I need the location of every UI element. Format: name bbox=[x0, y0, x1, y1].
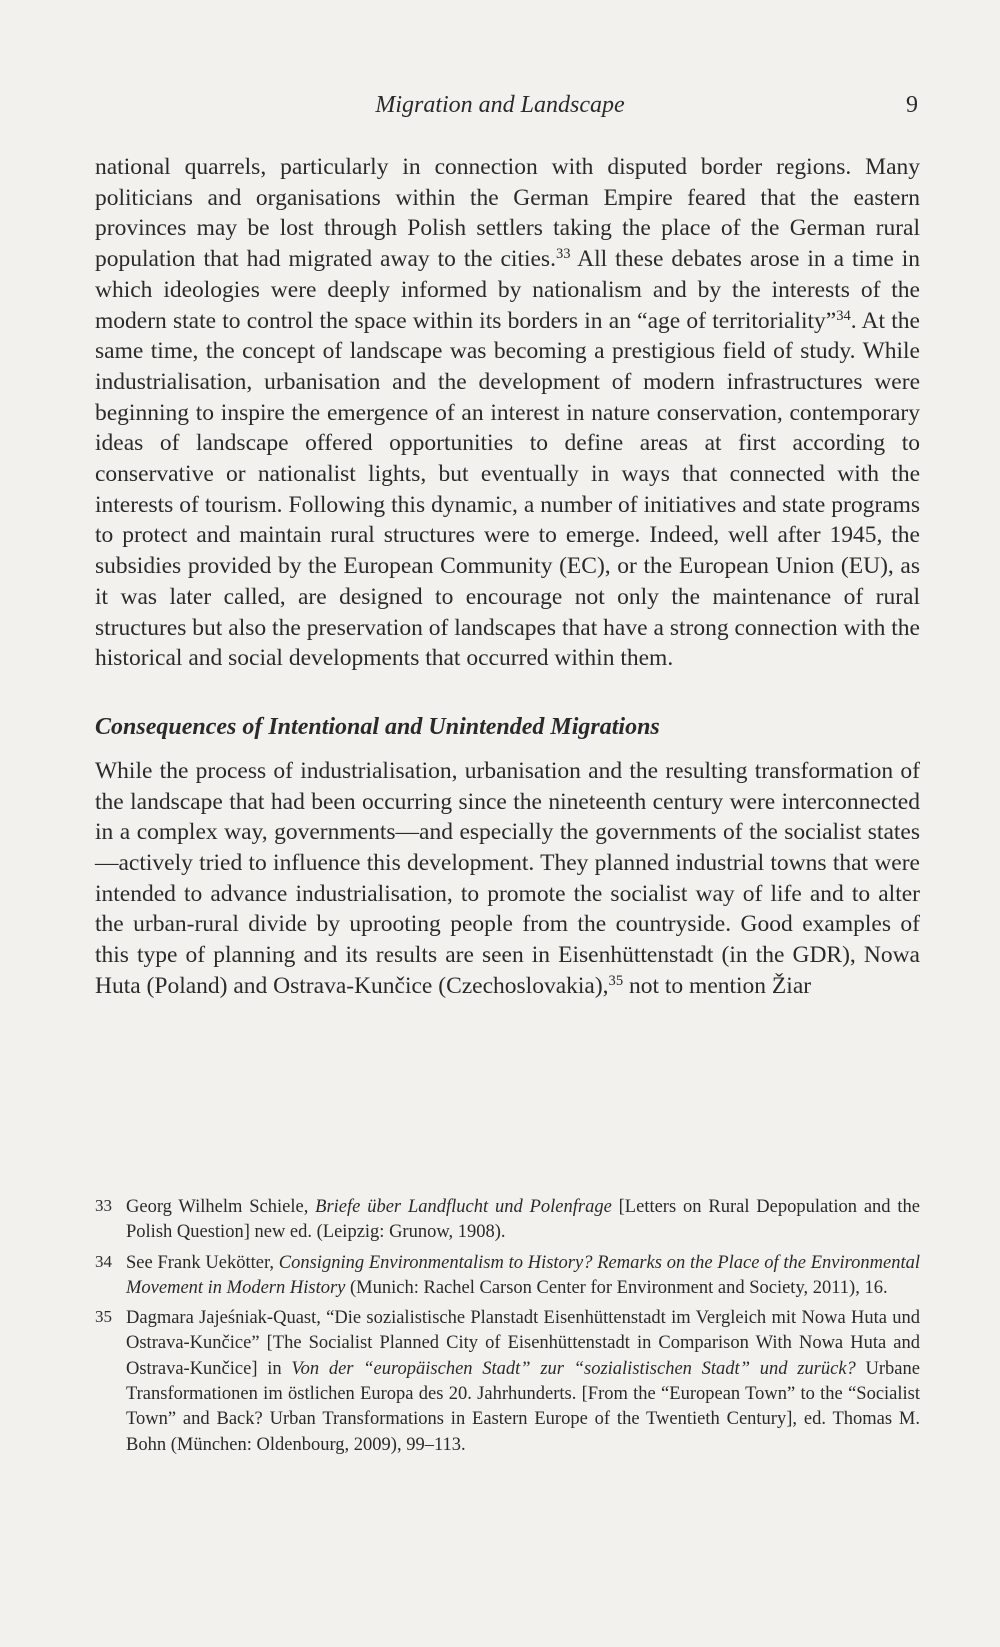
footnote-35 bbox=[95, 1306, 920, 1458]
footnote-text: See Frank Uekötter, bbox=[126, 1252, 279, 1273]
footnote-number: 33 bbox=[95, 1196, 112, 1215]
section-heading: Consequences of Intentional and Unintended Migrations bbox=[95, 713, 660, 740]
footnote-text: (Munich: Rachel Carson Center for Environment and Society, 2011), 16. bbox=[345, 1277, 888, 1298]
paragraph bbox=[95, 756, 920, 1002]
paragraph-text: All these debates arose in a time in which ideologies were deeply informed by nationalism and by the interests of the modern state to control the space within its borders in an “age of territoriality” bbox=[95, 246, 920, 334]
running-title: Migration and Landscape bbox=[375, 92, 625, 118]
footnote-number: 35 bbox=[95, 1307, 112, 1327]
paragraph-text: not to mention Žiar bbox=[623, 972, 812, 999]
running-head bbox=[0, 90, 1000, 120]
footnote-text: Georg Wilhelm Schiele, bbox=[126, 1197, 316, 1217]
footnote-ref-34: 34 bbox=[836, 307, 851, 324]
footnotes bbox=[95, 1195, 920, 1463]
paragraph-text: . At the same time, the concept of landscape was becoming a prestigious field of study. While industrialisation, urbanisation and the development of modern infrastructures were beginning to inspire the emergence of an interest in nature conservation, contemporary ideas of landscape offered opportunities to define areas at first according to conservative or nationalist lights, but eventually in ways that connected with the interests of tourism. Following this dynamic, a number of initiatives and state programs to protect and maintain rural structures were to emerge. Indeed, well after 1945, the subsidies provided by the European Community (EC), or the European Union (EU), as it was later called, are designed to encourage not only the maintenance of rural structures but also the preservation of landscapes that have a strong connection with the historical and social developments that occurred within them. bbox=[95, 307, 920, 672]
footnote-text: Urbane Transformationen im östlichen Europa des 20. Jahrhunderts. [From the “European Town” to the “Socialist Town” and Back? Urban Transformations in Eastern Europe of the Twentieth Century], ed. Thomas M. Bohn (München: Oldenbourg, 2009), 99–113. bbox=[126, 1358, 920, 1455]
footnote-34 bbox=[95, 1251, 920, 1302]
footnote-ref-33: 33 bbox=[555, 246, 571, 263]
footnote-title: Von der “europäischen Stadt” zur “sozialistischen Stadt” und zurück? bbox=[291, 1358, 856, 1379]
footnote-ref-35: 35 bbox=[608, 972, 624, 989]
paragraph-text: national quarrels, particularly in connection with disputed border regions. Many politicians and organisations within the German Empire feared that the eastern provinces may be lost through Polish settlers taking the place of the German rural population that had migrated away to the cities. bbox=[95, 154, 920, 273]
footnote-33 bbox=[95, 1195, 920, 1246]
main-text bbox=[95, 152, 920, 1002]
footnote-title: Briefe über Landflucht und Polenfrage bbox=[315, 1197, 612, 1217]
paragraph bbox=[95, 152, 920, 674]
page-number: 9 bbox=[906, 92, 918, 118]
footnote-text: [Letters on Rural Depopulation and the Polish Question] new ed. (Leipzig: Grunow, 1908). bbox=[126, 1197, 920, 1243]
paragraph-text: While the process of industrialisation, urbanisation and the resulting transformation of the landscape that had been occurring since the nineteenth century were interconnected in a complex way, governments—and especially the governments of the socialist states—actively tried to influence this development. They planned industrial towns that were intended to advance industrialisation, to promote the socialist way of life and to alter the urban-rural divide by uprooting people from the countryside. Good examples of this type of planning and its results are seen in Eisenhüttenstadt (in the GDR), Nowa Huta (Poland) and Ostrava-Kunčice (Czechoslovakia), bbox=[95, 757, 920, 999]
footnote-text: Dagmara Jajeśniak-Quast, “Die sozialistische Planstadt Eisenhüttenstadt im Vergleich mit Nowa Huta und Ostrava-Kunčice” [The Socialist Planned City of Eisenhüttenstadt in Comparison With Nowa Huta and Ostrava-Kunčice] in bbox=[126, 1308, 920, 1379]
footnote-title: Consigning Environmentalism to History? Remarks on the Place of the Environmental Movement in Modern History bbox=[126, 1252, 920, 1298]
footnote-number: 34 bbox=[95, 1251, 112, 1271]
